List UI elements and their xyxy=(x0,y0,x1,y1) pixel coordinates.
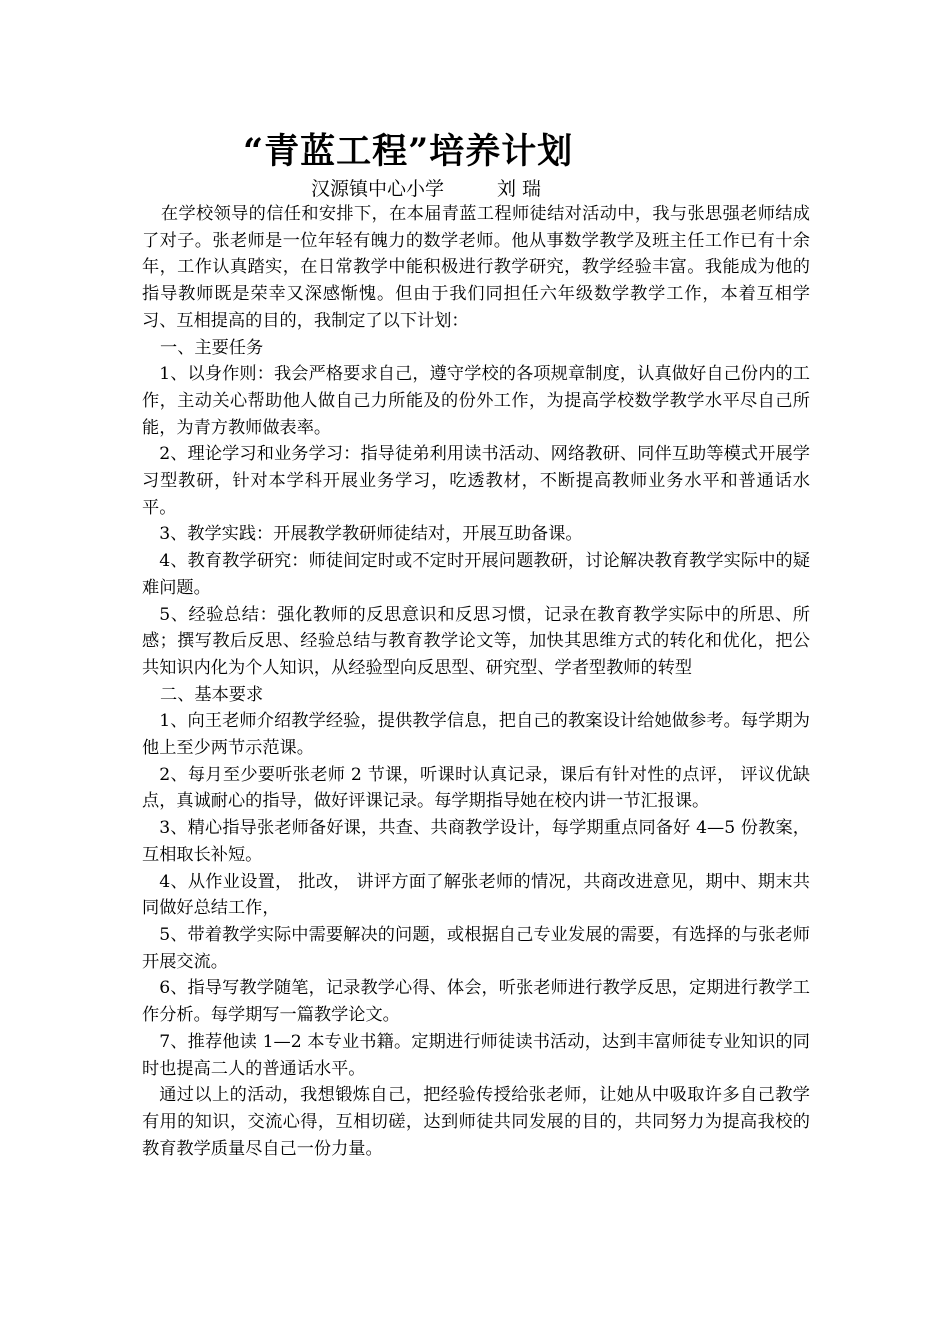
task-item: 5、经验总结：强化教师的反思意识和反思习惯，记录在教育教学实际中的所思、所感；撰写教后反思、经验总结与教育教学论文等，加快其思维方式的转化和优化，把公共知识内化为个人知识，从经验型向反思型、研究型、学者型教师的转型 xyxy=(142,604,810,678)
requirement-item: 6、指导写教学随笔，记录教学心得、体会，听张老师进行教学反思，定期进行教学工作分析。每学期写一篇教学论文。 xyxy=(142,978,810,1026)
task-item: 2、理论学习和业务学习：指导徒弟利用读书活动、网络教研、同伴互助等模式开展学习型教研，针对本学科开展业务学习，吃透教材，不断提高教师业务水平和普通话水平。 xyxy=(142,444,810,518)
requirement-item: 2、每月至少要听张老师 2 节课，听课时认真记录，课后有针对性的点评， 评议优缺点，真诚耐心的指导，做好评课记录。每学期指导她在校内讲一节汇报课。 xyxy=(142,764,810,812)
author-name: 刘瑞 xyxy=(497,178,548,200)
intro-paragraph: 在学校领导的信任和安排下，在本届青蓝工程师徒结对活动中，我与张思强老师结成了对子。张老师是一位年轻有魄力的数学老师。他从事数学教学及班主任工作已有十余年，工作认真踏实，在日常教学中能积极进行教学研究，教学经验丰富。我能成为他的指导教师既是荣幸又深感惭愧。但由于我们同担任六年级数学教学工作，本着互相学习、互相提高的目的，我制定了以下计划： xyxy=(142,204,810,331)
task-item: 4、教育教学研究：师徒间定时或不定时开展问题教研，讨论解决教育教学实际中的疑难问题。 xyxy=(142,551,810,598)
requirement-item: 1、向王老师介绍教学经验，提供教学信息，把自己的教案设计给她做参考。每学期为他上至少两节示范课。 xyxy=(142,711,810,759)
task-item: 3、教学实践：开展教学教研师徒结对，开展互助备课。 xyxy=(159,524,583,545)
document-title: “青蓝工程”培养计划 xyxy=(243,131,574,172)
author-line xyxy=(311,176,547,202)
requirement-item: 5、带着教学实际中需要解决的问题，或根据自己专业发展的需要，有选择的与张老师开展交流。 xyxy=(142,924,810,972)
task-item: 1、以身作则：我会严格要求自己，遵守学校的各项规章制度，认真做好自己份内的工作，主动关心帮助他人做自己力所能及的份外工作，为提高学校数学教学水平尽自己所能，为青方教师做表率。 xyxy=(142,364,810,438)
requirement-item: 3、精心指导张老师备好课，共查、共商教学设计，每学期重点同备好 4—5 份教案，互相取长补短。 xyxy=(142,818,810,865)
requirement-item: 4、从作业设置， 批改， 讲评方面了解张老师的情况，共商改进意见，期中、期末共同做好总结工作， xyxy=(142,871,810,919)
requirement-item: 7、推荐他读 1—2 本专业书籍。定期进行师徒读书活动，达到丰富师徒专业知识的同时也提高二人的普通话水平。 xyxy=(142,1031,810,1079)
section-heading-basic-requirements: 二、基本要求 xyxy=(160,684,264,705)
section-heading-main-tasks: 一、主要任务 xyxy=(160,337,264,358)
conclusion-paragraph: 通过以上的活动，我想锻炼自己，把经验传授给张老师，让她从中吸取许多自己教学有用的知识，交流心得，互相切磋，达到师徒共同发展的目的，共同努力为提高我校的教育教学质量尽自己一份力量。 xyxy=(142,1085,810,1159)
school-name: 汉源镇中心小学 xyxy=(311,178,445,200)
document-body xyxy=(142,201,810,1162)
